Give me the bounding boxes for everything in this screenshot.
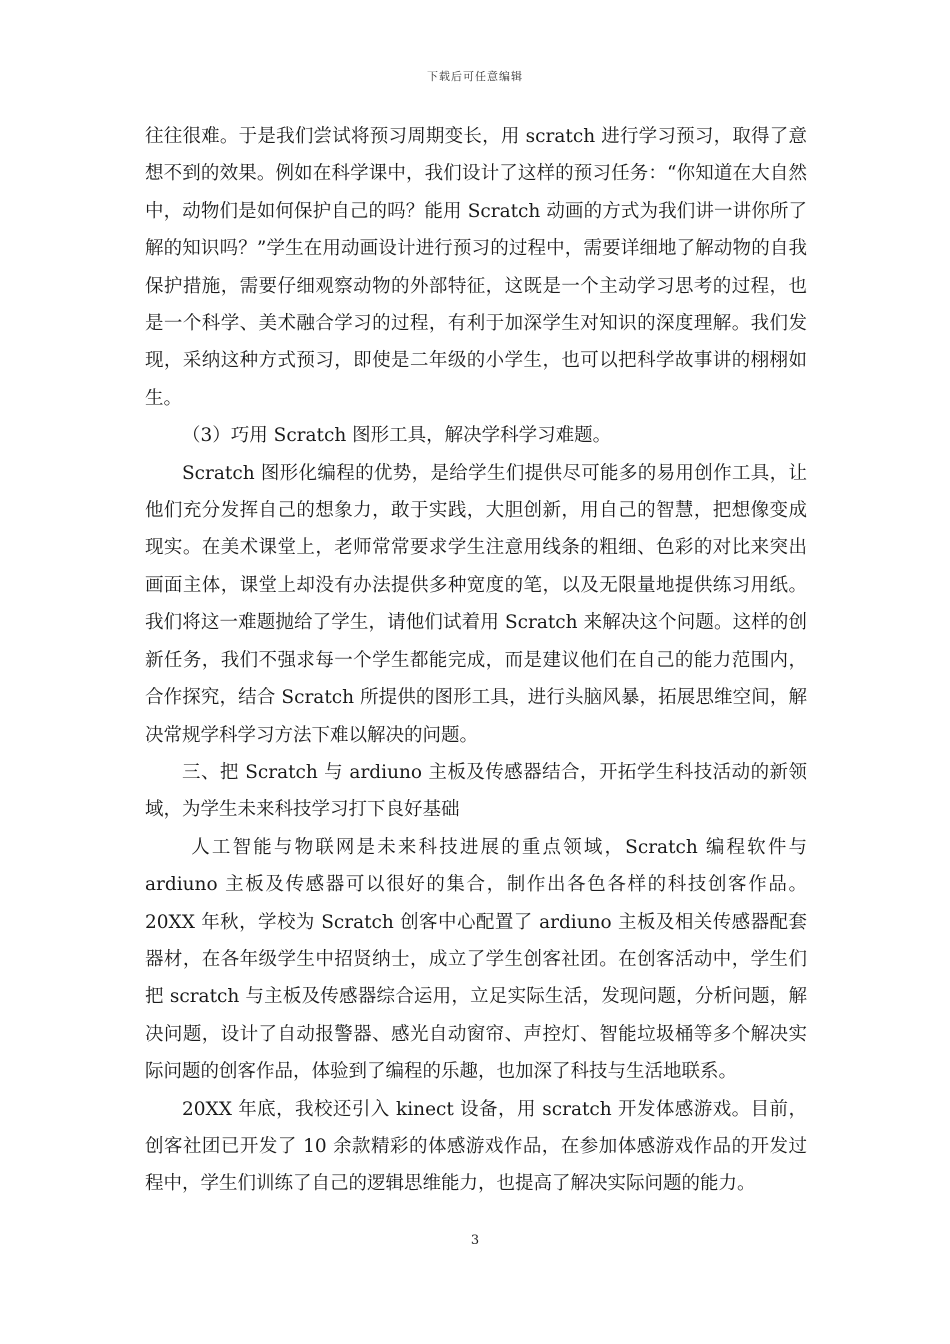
paragraph-continuation: 往往很难。于是我们尝试将预习周期变长，用 scratch 进行学习预习，取得了意想不到的效果。例如在科学课中，我们设计了这样的预习任务：“你知道在大自然中，动物们是如何保护自己的吗？能用 Scratch 动画的方式为我们讲一讲你所了解的知识吗？”学生在用动画设计进行预习的过程中，需要详细地了解动物的自我保护措施，需要仔细观察动物的外部特征，这既是一个主动学习思考的过程，也是一个科学、美术融合学习的过程，有利于加深学生对知识的深度理解。我们发现，采纳这种方式预习，即使是二年级的小学生，也可以把科学故事讲的栩栩如生。 — [145, 126, 807, 409]
section-subheading-3: （3）巧用 Scratch 图形工具，解决学科学习难题。 — [182, 425, 612, 447]
document-body — [145, 118, 807, 1203]
paragraph-kinect: 20XX 年底，我校还引入 kinect 设备，用 scratch 开发体感游戏。目前，创客社团已开发了 10 余款精彩的体感游戏作品，在参加体感游戏作品的开发过程中，学生们训练了自己的逻辑思维能力，也提高了解决实际问题的能力。 — [145, 1098, 807, 1195]
page-number: 3 — [470, 1233, 480, 1248]
page-header: 下载后可任意编辑 — [427, 70, 523, 83]
section-heading-3: 三、把 Scratch 与 ardiuno 主板及传感器结合，开拓学生科技活动的新领域，为学生未来科技学习打下良好基础 — [145, 761, 807, 821]
paragraph-scratch-graphics: Scratch 图形化编程的优势，是给学生们提供尽可能多的易用创作工具，让他们充分发挥自己的想象力，敢于实践，大胆创新，用自己的智慧，把想像变成现实。在美术课堂上，老师常常要求学生注意用线条的粗细、色彩的对比来突出画面主体，课堂上却没有办法提供多种宽度的笔，以及无限量地提供练习用纸。我们将这一难题抛给了学生，请他们试着用 Scratch 来解决这个问题。这样的创新任务，我们不强求每一个学生都能完成，而是建议他们在自己的能力范围内，合作探究，结合 Scratch 所提供的图形工具，进行头脑风暴，拓展思维空间，解决常规学科学习方法下难以解决的问题。 — [145, 462, 807, 746]
paragraph-ai-iot: 人工智能与物联网是未来科技进展的重点领域，Scratch 编程软件与 ardiuno 主板及传感器可以很好的集合，制作出各色各样的科技创客作品。20XX 年秋，学校为 Scratch 创客中心配置了 ardiuno 主板及相关传感器配套器材，在各年级学生中招贤纳士，成立了学生创客社团。在创客活动中，学生们把 scratch 与主板及传感器综合运用，立足实际生活，发现问题，分析问题，解决问题，设计了自动报警器、感光自动窗帘、声控灯、智能垃圾桶等多个解决实际问题的创客作品，体验到了编程的乐趣，也加深了科技与生活地联系。 — [145, 836, 807, 1083]
